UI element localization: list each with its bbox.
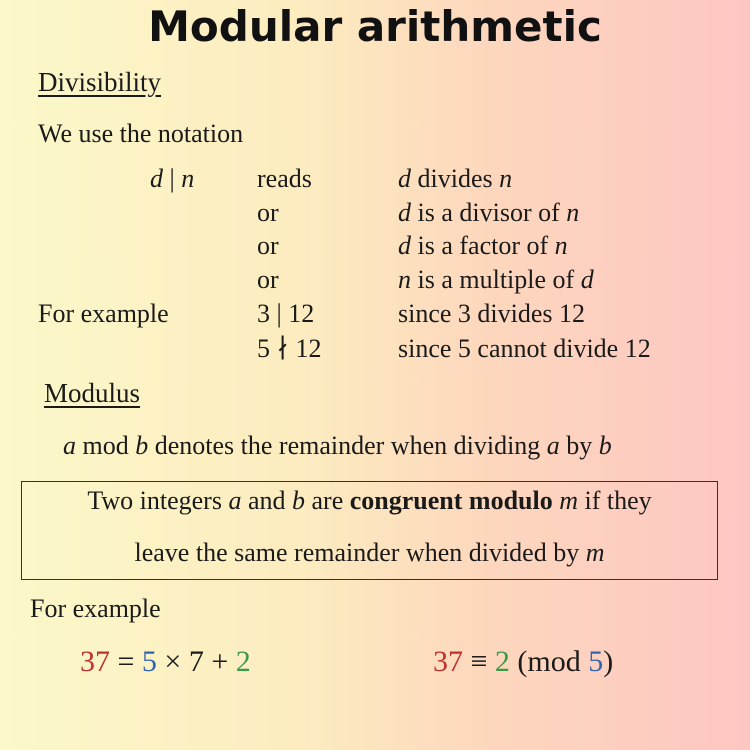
example-expr-2: 5 ∤ 12 [257,334,322,363]
meaning-divides: d divides n [398,164,513,193]
congruence-definition-line-2: leave the same remainder when divided by m [134,538,605,567]
value-2: 2 [235,645,251,678]
meaning-factor: d is a factor of n [398,231,568,260]
example-expr-1: 3 | 12 [257,299,315,328]
modulus-heading: Modulus [44,378,141,408]
notation-intro: We use the notation [38,119,244,148]
example-label-divisibility: For example [38,299,169,328]
value-37: 37 [433,645,463,678]
value-2: 2 [494,645,510,678]
or-label-1: or [257,198,279,227]
divisibility-heading: Divisibility [38,67,162,97]
or-label-2: or [257,231,279,260]
meaning-divisor: d is a divisor of n [398,198,580,227]
value-5: 5 [588,645,604,678]
reads-label: reads [257,164,312,193]
meaning-multiple: n is a multiple of d [398,265,594,294]
value-37: 37 [80,645,110,678]
or-label-3: or [257,265,279,294]
equation-congruence: 37 ≡ 2 (mod 5) [433,645,614,678]
value-5: 5 [141,645,157,678]
example-reason-1: since 3 divides 12 [398,299,586,328]
notation-d-divides-n: d | n [150,164,195,193]
mod-definition: a mod b denotes the remainder when dividing a by b [63,431,612,460]
equation-division: 37 = 5 × 7 + 2 [80,645,251,678]
page-title: Modular arithmetic [148,2,602,51]
example-reason-2: since 5 cannot divide 12 [398,334,651,363]
example-label-modulus: For example [30,594,161,623]
congruence-definition-line-1: Two integers a and b are congruent modulo m if they [87,486,652,515]
